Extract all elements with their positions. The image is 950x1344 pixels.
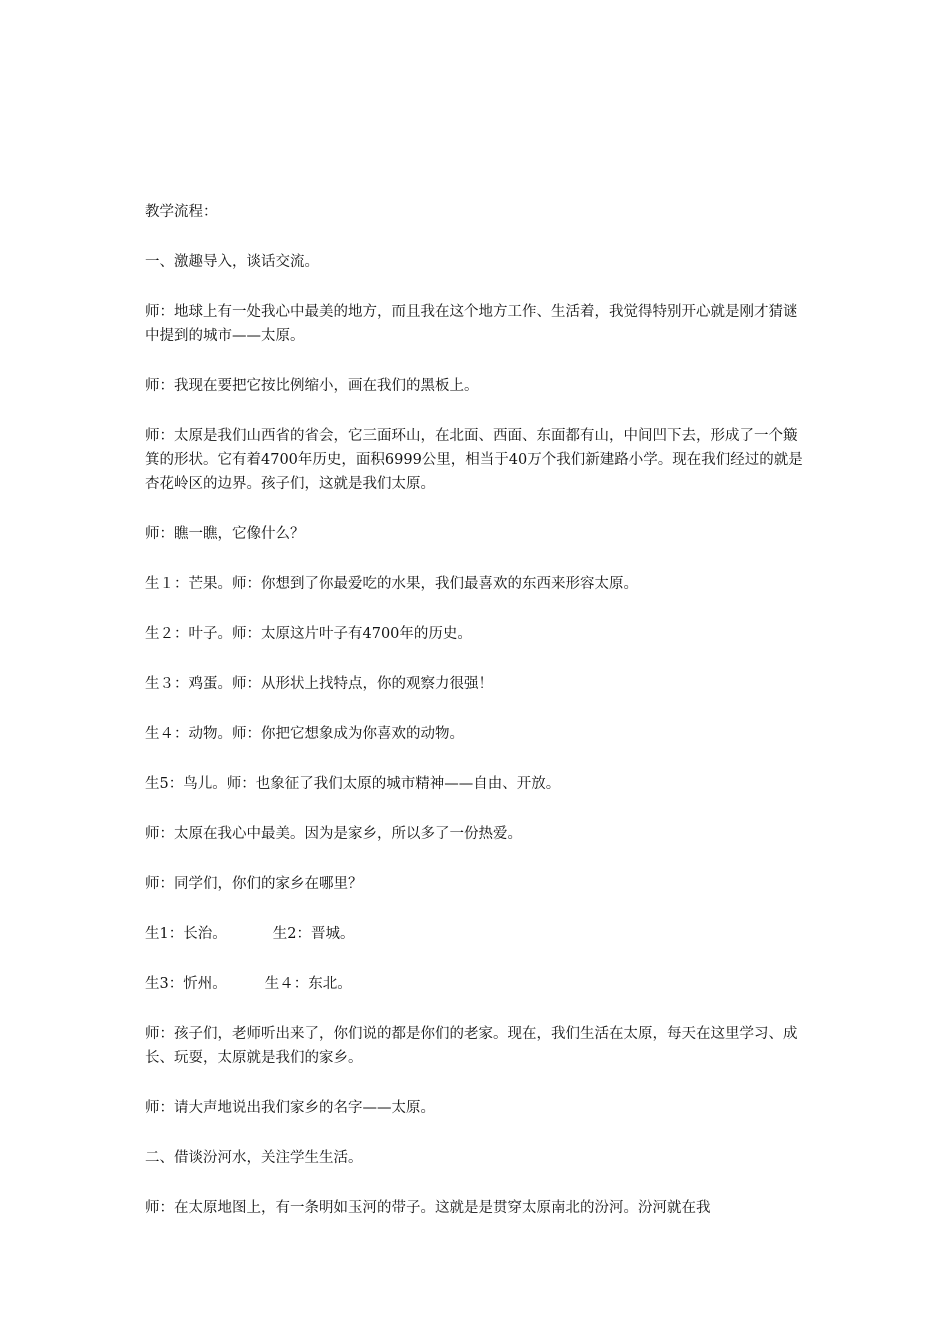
student-answers-row xyxy=(145,972,810,996)
paragraph: 师：太原在我心中最美。因为是家乡，所以多了一份热爱。 xyxy=(145,826,522,842)
paragraph: 生３：鸡蛋。师：从形状上找特点，你的观察力很强！ xyxy=(145,676,493,692)
document-body xyxy=(145,200,810,1220)
section-heading: 教学流程： xyxy=(145,204,218,220)
paragraph: 师：孩子们，老师听出来了，你们说的都是你们的老家。现在，我们生活在太原，每天在这里学习、成长、玩耍，太原就是我们的家乡。 xyxy=(145,1026,798,1066)
paragraph: 师：在太原地图上，有一条明如玉河的带子。这就是是贯穿太原南北的汾河。汾河就在我 xyxy=(145,1200,711,1216)
student-answer: 生1：长治。 xyxy=(145,926,227,942)
section-title: 二、借谈汾河水，关注学生生活。 xyxy=(145,1150,363,1166)
student-answer: 生2：晋城。 xyxy=(272,926,355,942)
paragraph: 师：地球上有一处我心中最美的地方，而且我在这个地方工作、生活着，我觉得特别开心就是刚才猜谜中提到的城市——太原。 xyxy=(145,304,798,344)
paragraph: 师：请大声地说出我们家乡的名字——太原。 xyxy=(145,1100,435,1116)
section-title: 一、激趣导入，谈话交流。 xyxy=(145,254,319,270)
paragraph: 师：太原是我们山西省的省会，它三面环山，在北面、西面、东面都有山，中间凹下去，形成了一个簸箕的形状。它有着4700年历史，面积6999公里，相当于40万个我们新建路小学。现在我们经过的就是杏花岭区的边界。孩子们，这就是我们太原。 xyxy=(145,428,803,492)
paragraph: 师：同学们，你们的家乡在哪里？ xyxy=(145,876,363,892)
paragraph: 生２：叶子。师：太原这片叶子有4700年的历史。 xyxy=(145,626,472,642)
student-answer: 生3：忻州。 xyxy=(145,976,227,992)
paragraph: 生４：动物。师：你把它想象成为你喜欢的动物。 xyxy=(145,726,464,742)
student-answer: 生４：东北。 xyxy=(264,976,352,992)
paragraph: 师：瞧一瞧，它像什么？ xyxy=(145,526,305,542)
paragraph: 师：我现在要把它按比例缩小，画在我们的黑板上。 xyxy=(145,378,479,394)
paragraph: 生5：鸟儿。师：也象征了我们太原的城市精神——自由、开放。 xyxy=(145,776,561,792)
paragraph: 生１：芒果。师：你想到了你最爱吃的水果，我们最喜欢的东西来形容太原。 xyxy=(145,576,638,592)
student-answers-row xyxy=(145,922,810,946)
